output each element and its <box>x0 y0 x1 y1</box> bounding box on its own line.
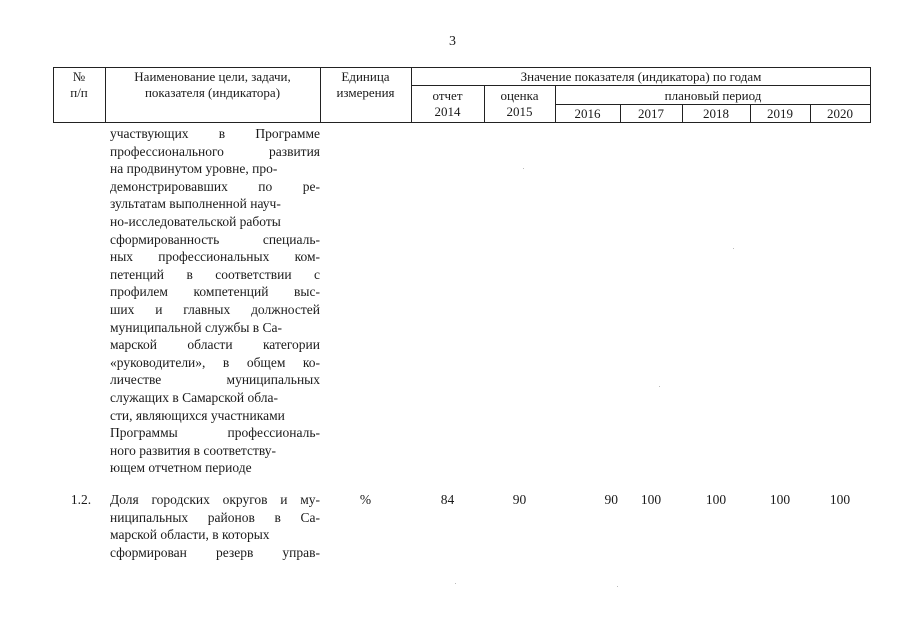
header-year-2018: 2018 <box>703 106 729 121</box>
row-unit: % <box>359 492 372 507</box>
header-estimate-2015: оценка 2015 <box>500 88 539 119</box>
scan-speck <box>617 586 618 587</box>
header-year-2019: 2019 <box>767 106 793 121</box>
value-group-rule <box>411 85 871 86</box>
scan-speck <box>733 248 734 249</box>
row-indicator-name: Доля городских округов и му- ниципальных районов в Са- марской области, в которых сформирован резерв управ- <box>110 492 320 560</box>
value-2014: 84 <box>440 492 455 507</box>
value-2020: 100 <box>829 492 851 507</box>
continued-indicator-text: участвующих в Программе профессионального развития на продвинутом уровне, про- демонстрировавших по ре- зультатам выполненной науч- но-исследовательской работы сформированность специаль- ных профессиональных ком- петенций в соответствии с профилем компетенций выс- ших и главных должностей муниципальной службы в Са- марской области категории «руководители», в общем ко- личестве муниципальных служащих в Самарской обла- сти, являющихся участниками Программы профессиональ- ного развития в соответству- ющем отчетном периоде <box>110 126 320 476</box>
header-report-2014: отчет 2014 <box>432 88 463 119</box>
scan-speck <box>659 386 660 387</box>
scan-speck <box>523 168 524 169</box>
header-year-2016: 2016 <box>574 106 601 121</box>
page-number: 3 <box>449 34 456 49</box>
value-2018: 100 <box>705 492 727 507</box>
header-year-2017: 2017 <box>638 106 664 121</box>
row-number: 1.2. <box>70 492 92 507</box>
value-2016: 90 <box>604 492 618 507</box>
header-value-group: Значение показателя (индикатора) по годам <box>520 69 762 84</box>
value-2015: 90 <box>512 492 527 507</box>
value-2017: 100 <box>640 492 662 507</box>
table-top-border <box>53 67 871 68</box>
header-year-2020: 2020 <box>827 106 853 121</box>
value-2019: 100 <box>769 492 791 507</box>
header-num: № п/п <box>70 69 88 100</box>
table-header-bottom-border <box>53 122 871 123</box>
planned-period-rule <box>555 104 871 105</box>
scan-speck <box>455 583 456 584</box>
header-planned-period: плановый период <box>664 88 762 103</box>
header-name: Наименование цели, задачи, показателя (индикатора) <box>134 69 291 100</box>
header-unit: Единица измерения <box>336 69 395 100</box>
